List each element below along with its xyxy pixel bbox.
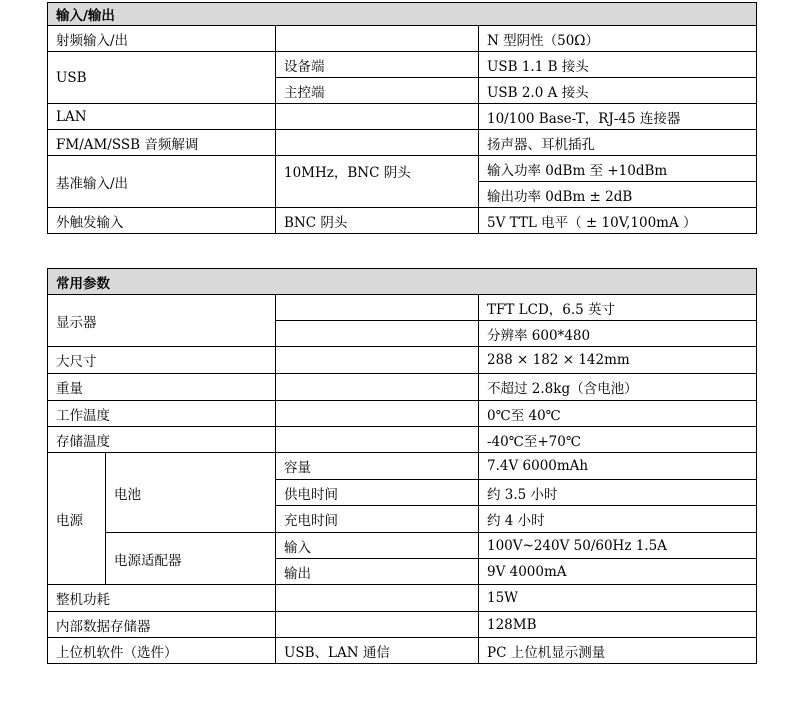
- consumption-value: 15W: [479, 585, 757, 612]
- storage-value: 128MB: [479, 612, 757, 638]
- size-spec: [276, 347, 479, 374]
- display-value-2: 分辨率 600*480: [479, 321, 757, 347]
- adapter-input-label: 输入: [276, 533, 479, 559]
- software-spec: USB、LAN 通信: [276, 638, 479, 664]
- battery-supply-value: 约 3.5 小时: [479, 480, 757, 506]
- display-value-1: TFT LCD，6.5 英寸: [479, 295, 757, 321]
- adapter-output-label: 输出: [276, 559, 479, 585]
- usb-host-value: USB 2.0 A 接头: [479, 78, 757, 104]
- io-table: [47, 2, 757, 234]
- weight-value: 不超过 2.8kg（含电池）: [479, 374, 757, 401]
- st-temp-label: 存储温度: [48, 427, 276, 453]
- adapter-input-value: 100V~240V 50/60Hz 1.5A: [479, 533, 757, 559]
- battery-capacity-value: 7.4V 6000mAh: [479, 453, 757, 480]
- ref-input-value: 输入功率 0dBm 至 +10dBm: [479, 156, 757, 182]
- battery-charge-label: 充电时间: [276, 506, 479, 533]
- storage-label: 内部数据存储器: [48, 612, 276, 638]
- display-spec-1: [276, 295, 479, 321]
- op-temp-value: 0℃至 40℃: [479, 401, 757, 427]
- general-table: [47, 268, 757, 664]
- usb-device-label: 设备端: [276, 52, 479, 78]
- weight-spec: [276, 374, 479, 401]
- lan-label: LAN: [48, 104, 276, 130]
- trig-label: 外触发输入: [48, 208, 276, 234]
- fm-label: FM/AM/SSB 音频解调: [48, 130, 276, 156]
- size-label: 大尺寸: [48, 347, 276, 374]
- consumption-label: 整机功耗: [48, 585, 276, 612]
- adapter-label: 电源适配器: [106, 533, 276, 585]
- io-section-title: 输入/输出: [48, 3, 757, 26]
- battery-supply-label: 供电时间: [276, 480, 479, 506]
- weight-label: 重量: [48, 374, 276, 401]
- trig-value: 5V TTL 电平（ ± 10V,100mA ）: [479, 208, 757, 234]
- battery-charge-value: 约 4 小时: [479, 506, 757, 533]
- consumption-spec: [276, 585, 479, 612]
- usb-host-label: 主控端: [276, 78, 479, 104]
- software-value: PC 上位机显示测量: [479, 638, 757, 664]
- usb-device-value: USB 1.1 B 接头: [479, 52, 757, 78]
- rf-label: 射频输入/出: [48, 26, 276, 52]
- power-label: 电源: [48, 453, 106, 585]
- storage-spec: [276, 612, 479, 638]
- trig-spec: BNC 阴头: [276, 208, 479, 234]
- op-temp-label: 工作温度: [48, 401, 276, 427]
- software-label: 上位机软件（选件）: [48, 638, 276, 664]
- st-temp-value: -40℃至+70℃: [479, 427, 757, 453]
- fm-spec: [276, 130, 479, 156]
- lan-value: 10/100 Base-T，RJ-45 连接器: [479, 104, 757, 130]
- fm-value: 扬声器、耳机插孔: [479, 130, 757, 156]
- general-section-title: 常用参数: [48, 269, 757, 295]
- ref-label: 基准输入/出: [48, 156, 276, 208]
- op-temp-spec: [276, 401, 479, 427]
- display-label: 显示器: [48, 295, 276, 347]
- display-spec-2: [276, 321, 479, 347]
- lan-spec: [276, 104, 479, 130]
- st-temp-spec: [276, 427, 479, 453]
- rf-spec: [276, 26, 479, 52]
- rf-value: N 型阴性（50Ω）: [479, 26, 757, 52]
- battery-label: 电池: [106, 453, 276, 533]
- ref-output-value: 输出功率 0dBm ± 2dB: [479, 182, 757, 208]
- adapter-output-value: 9V 4000mA: [479, 559, 757, 585]
- battery-capacity-label: 容量: [276, 453, 479, 480]
- size-value: 288 × 182 × 142mm: [479, 347, 757, 374]
- usb-label: USB: [48, 52, 276, 104]
- ref-spec: 10MHz，BNC 阴头: [276, 156, 479, 208]
